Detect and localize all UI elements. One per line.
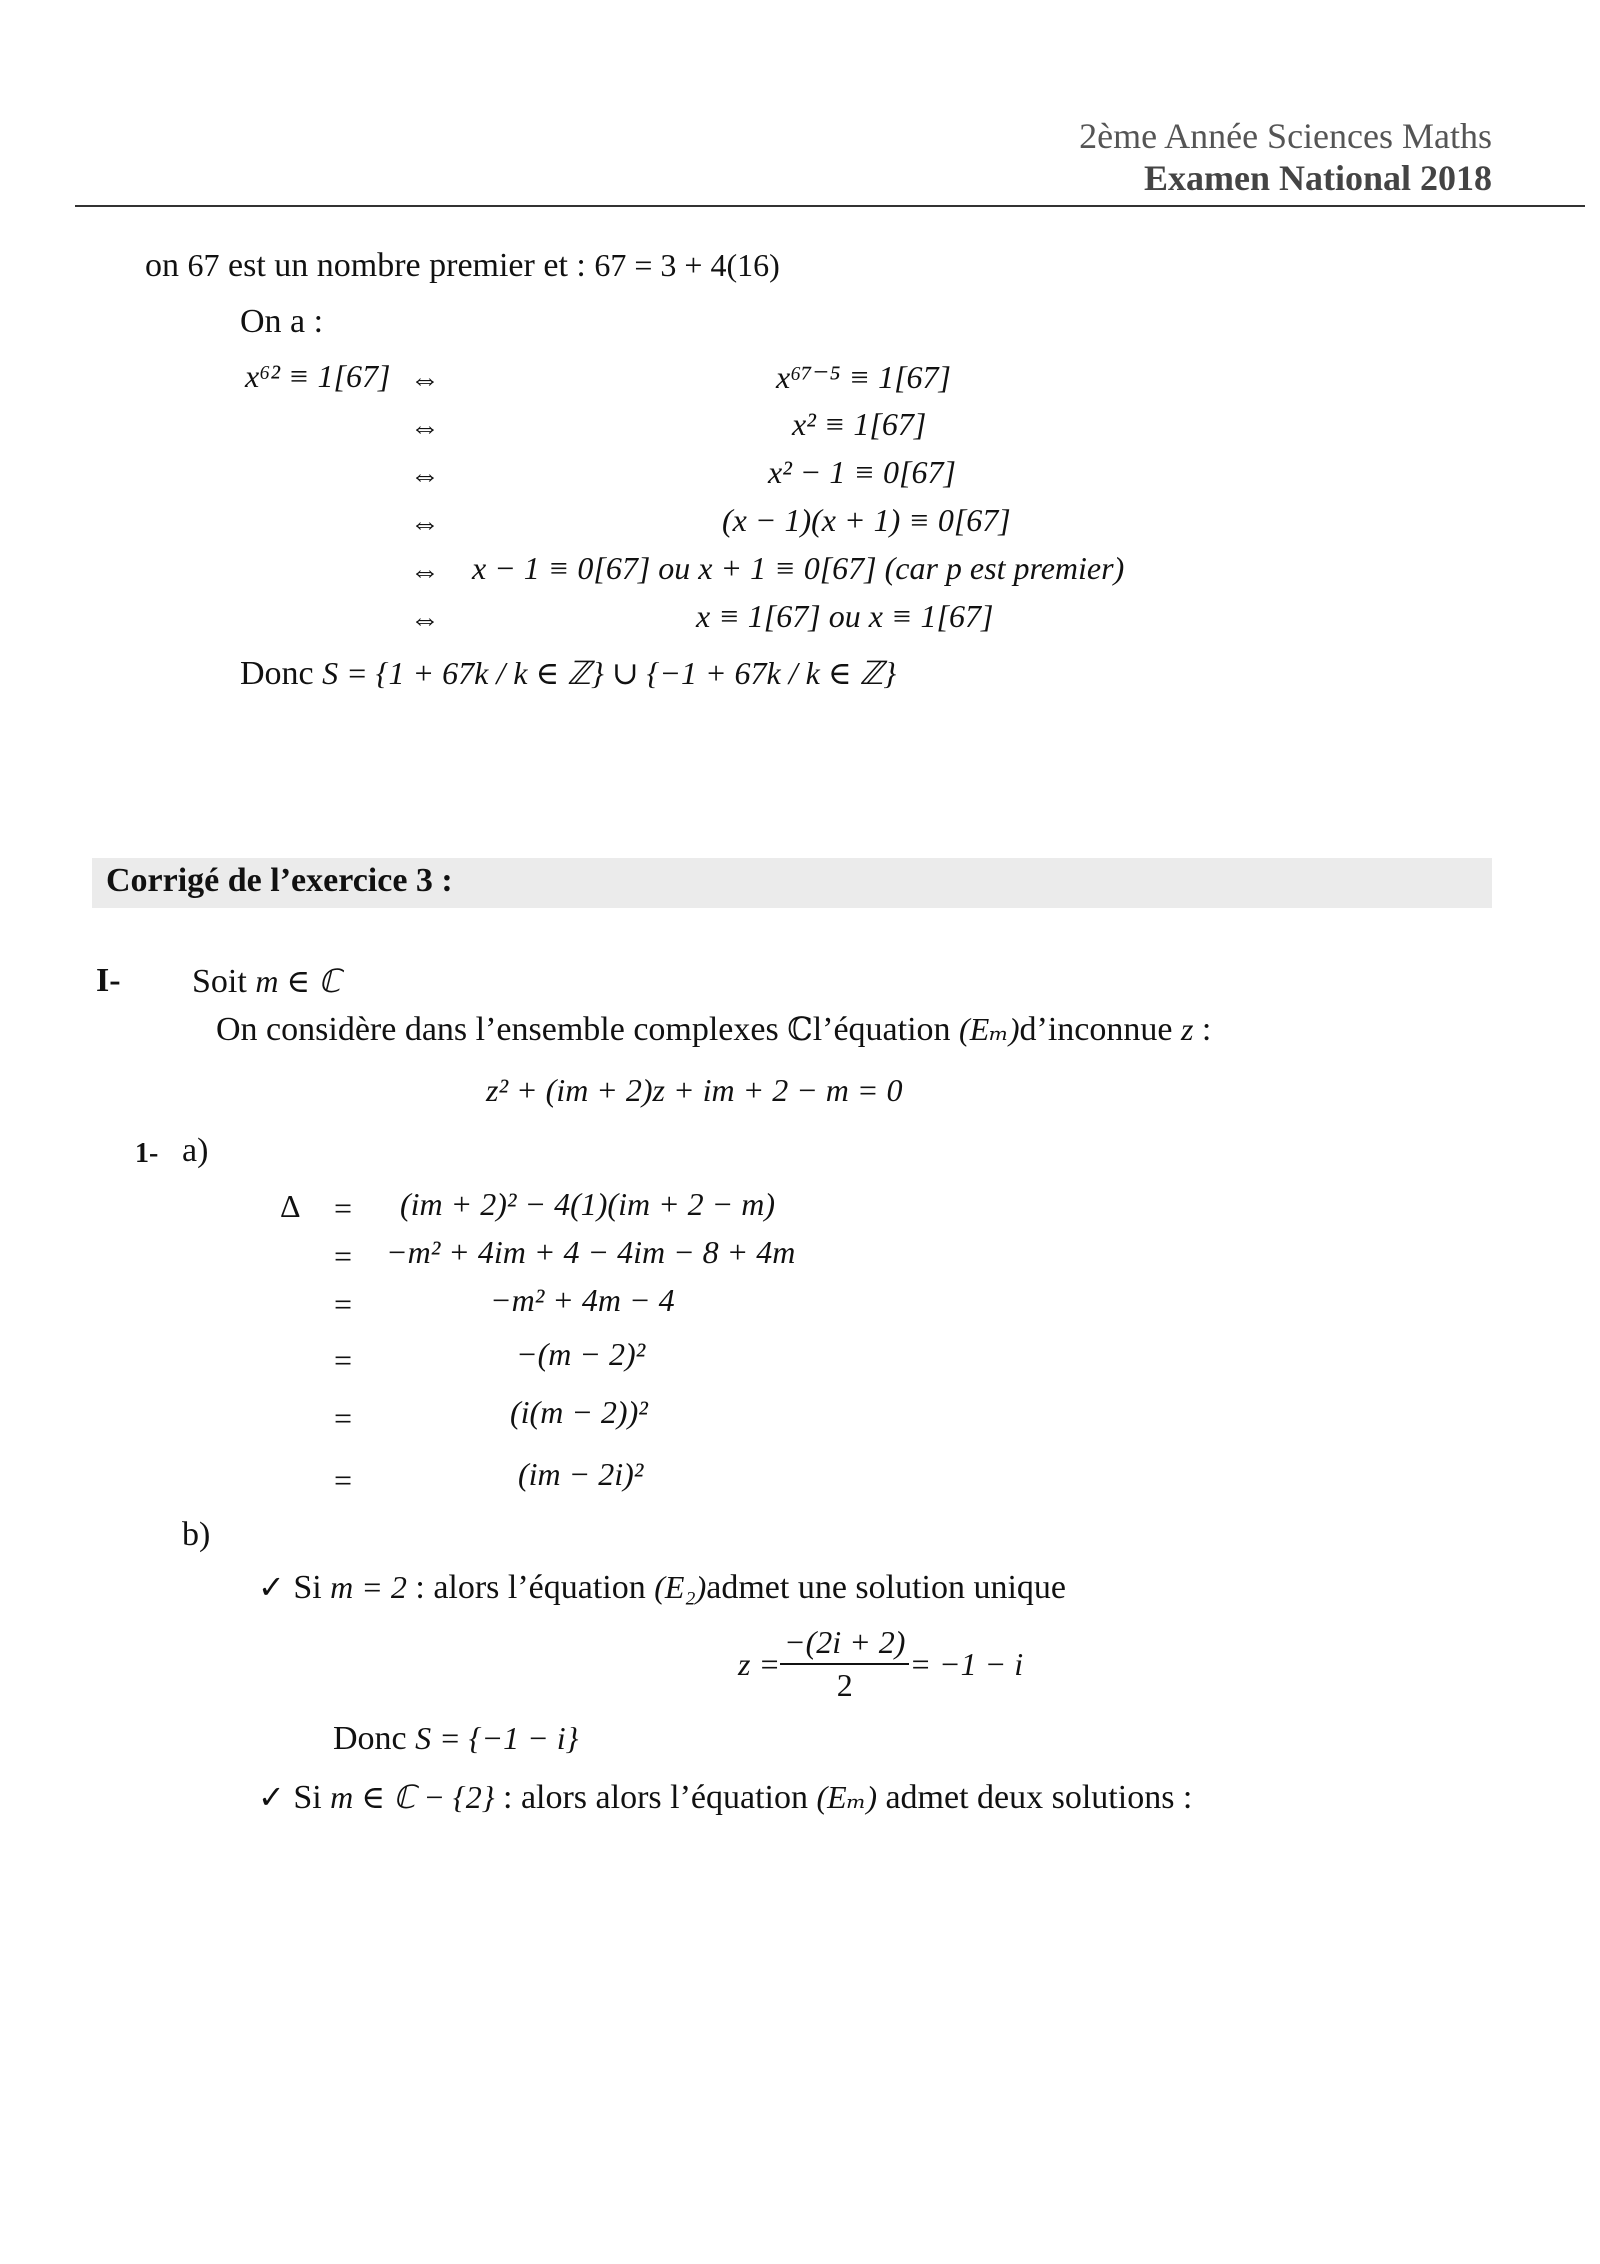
case-1-donc-label: Donc bbox=[333, 1720, 407, 1757]
case-1-text-a: : alors l’équation bbox=[415, 1569, 646, 1606]
equation-name: (Eₘ) bbox=[959, 1011, 1020, 1047]
considere-colon: : bbox=[1201, 1011, 1212, 1048]
case-2-equation-name: (Eₘ) bbox=[816, 1779, 877, 1815]
unique-solution bbox=[738, 1624, 1023, 1704]
z-rhs: = −1 − i bbox=[909, 1645, 1024, 1682]
equals-sign: = bbox=[334, 1286, 353, 1322]
case-2-line bbox=[258, 1778, 1192, 1817]
case-1-condition: m = 2 bbox=[330, 1569, 407, 1605]
intro-num: 67 bbox=[187, 247, 220, 283]
delta-step: (im + 2)² − 4(1)(im + 2 − m) bbox=[400, 1186, 776, 1222]
case-2-si: Si bbox=[293, 1779, 322, 1816]
intro-line bbox=[145, 247, 780, 285]
roman-numeral: I- bbox=[96, 962, 121, 999]
complex-set-symbol: ℂ bbox=[787, 1011, 813, 1047]
intro-expr: 67 = 3 + 4(16) bbox=[594, 247, 780, 283]
equals-sign: = bbox=[334, 1342, 353, 1378]
on-a-label: On a : bbox=[240, 303, 324, 340]
considere-text-1: On considère dans l’ensemble complexes bbox=[216, 1011, 779, 1048]
equals-sign: = bbox=[334, 1400, 353, 1436]
considere-text-3: d’inconnue bbox=[1019, 1011, 1173, 1048]
case-1-equation-name: (E₂) bbox=[654, 1569, 707, 1605]
section-title: Corrigé de l’exercice 3 : bbox=[106, 862, 453, 899]
subquestion-a: a) bbox=[182, 1132, 209, 1169]
equivalence-step: x⁶⁷⁻⁵ ≡ 1[67] bbox=[776, 359, 951, 395]
header-subtitle: 2ème Année Sciences Maths bbox=[1079, 116, 1492, 156]
intro-on: on bbox=[145, 247, 179, 284]
equivalence-step: x² ≡ 1[67] bbox=[792, 406, 927, 442]
iff-symbol: ⇔ bbox=[410, 363, 440, 396]
case-1-text-b: admet une solution unique bbox=[706, 1569, 1067, 1606]
subquestion-b: b) bbox=[182, 1516, 211, 1553]
donc-label: Donc bbox=[240, 655, 314, 692]
intro-text: est un nombre premier et : bbox=[228, 247, 586, 284]
delta-step: −m² + 4im + 4 − 4im − 8 + 4m bbox=[386, 1234, 796, 1270]
equivalence-step: (x − 1)(x + 1) ≡ 0[67] bbox=[722, 502, 1011, 538]
soit-line bbox=[192, 962, 340, 1001]
delta-step: −m² + 4m − 4 bbox=[490, 1282, 675, 1318]
checkmark-icon: ✓ bbox=[258, 1779, 285, 1815]
case-2-text-b: admet deux solutions : bbox=[885, 1779, 1193, 1816]
donc-line bbox=[240, 654, 896, 693]
considere-line bbox=[216, 1010, 1211, 1049]
z-lhs: z = bbox=[738, 1645, 781, 1682]
delta-step: −(m − 2)² bbox=[516, 1336, 646, 1372]
congruence-lhs: x⁶² ≡ 1[67] bbox=[245, 358, 391, 394]
equivalence-step: x − 1 ≡ 0[67] ou x + 1 ≡ 0[67] (car p est premier) bbox=[472, 550, 1125, 586]
iff-symbol: ⇔ bbox=[410, 459, 440, 492]
soit-expr: m ∈ ℂ bbox=[255, 963, 341, 999]
case-2-text-a: : alors alors l’équation bbox=[503, 1779, 808, 1816]
main-equation: z² + (im + 2)z + im + 2 − m = 0 bbox=[486, 1072, 903, 1108]
equals-sign: = bbox=[334, 1462, 353, 1498]
header-rule bbox=[75, 205, 1585, 207]
equivalence-step: x ≡ 1[67] ou x ≡ 1[67] bbox=[696, 598, 994, 634]
solution-set: S = {1 + 67k / k ∈ ℤ} ∪ {−1 + 67k / k ∈ ℤ} bbox=[322, 655, 897, 691]
iff-symbol: ⇔ bbox=[410, 507, 440, 540]
case-2-condition: m ∈ ℂ − {2} bbox=[330, 1779, 495, 1815]
soit-label: Soit bbox=[192, 963, 247, 1000]
delta-step: (i(m − 2))² bbox=[510, 1394, 648, 1430]
delta-step: (im − 2i)² bbox=[518, 1456, 644, 1492]
iff-symbol: ⇔ bbox=[410, 603, 440, 636]
case-1-donc-line bbox=[333, 1720, 578, 1758]
equivalence-step: x² − 1 ≡ 0[67] bbox=[768, 454, 956, 490]
case-1-si: Si bbox=[293, 1569, 322, 1606]
delta-symbol: Δ bbox=[280, 1188, 301, 1224]
iff-symbol: ⇔ bbox=[410, 411, 440, 444]
considere-text-2: l’équation bbox=[812, 1011, 951, 1048]
checkmark-icon: ✓ bbox=[258, 1569, 285, 1605]
solution-fraction bbox=[780, 1624, 909, 1704]
case-1-line bbox=[258, 1568, 1066, 1607]
fraction-denominator: 2 bbox=[836, 1667, 853, 1703]
fraction-numerator: −(2i + 2) bbox=[780, 1624, 909, 1665]
unknown-var: z bbox=[1180, 1011, 1194, 1047]
iff-symbol: ⇔ bbox=[410, 555, 440, 588]
case-1-solution-set: S = {−1 − i} bbox=[415, 1720, 579, 1756]
equals-sign: = bbox=[334, 1190, 353, 1226]
question-number: 1- bbox=[135, 1138, 159, 1169]
equals-sign: = bbox=[334, 1238, 353, 1274]
header-title: Examen National 2018 bbox=[1143, 158, 1492, 198]
